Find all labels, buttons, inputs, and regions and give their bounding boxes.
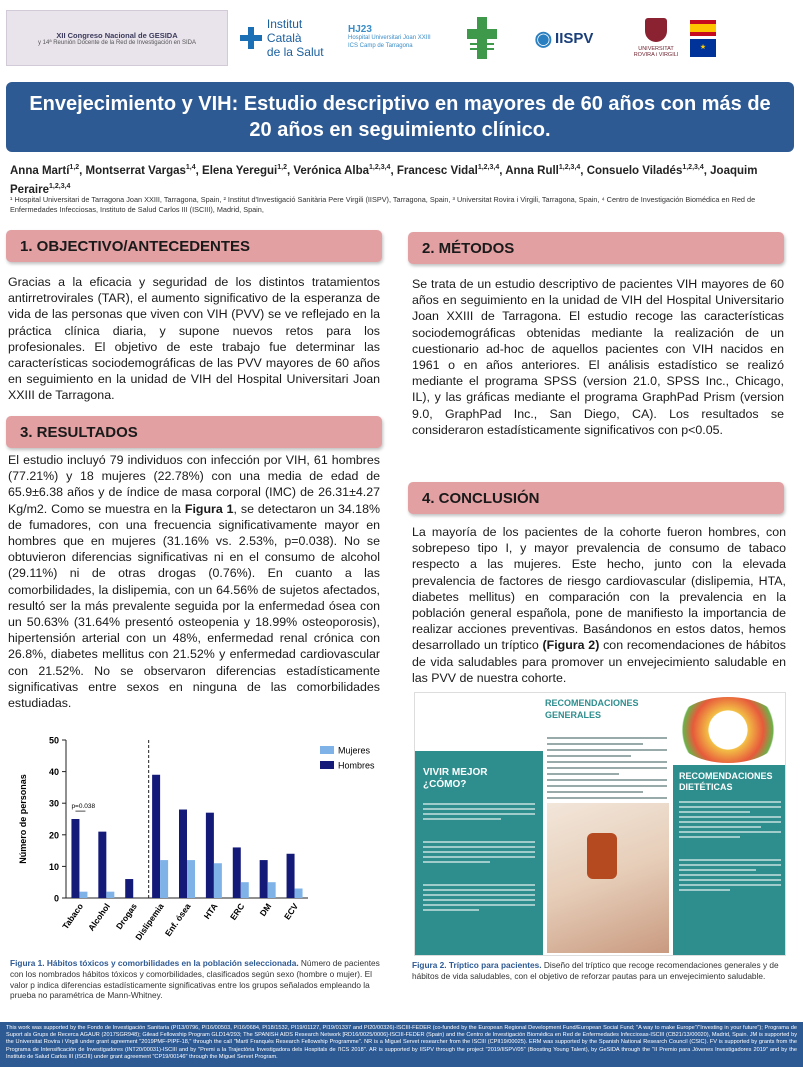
author-name: Montserrat Vargas (85, 164, 186, 177)
bar-mujeres (106, 892, 114, 898)
y-tick-label: 0 (53, 893, 59, 904)
bar-hombres (71, 819, 79, 898)
author-affiliation-sup: 1,2,3,4 (49, 182, 71, 190)
bar-mujeres (295, 889, 303, 898)
bar-mujeres (241, 882, 249, 898)
congress-name: XII Congreso Nacional de GESIDA (56, 30, 178, 40)
bar-hombres (125, 879, 133, 898)
ics-name-line2: de la Salut (266, 45, 324, 59)
section-methods-text: Se trata de un estudio descriptivo de pacientes VIH mayores de 60 años en seguimiento en la unidad de VIH del Hospital Universitario Joan XXIII de Tarragona. El estudio recoge las características sociodemográficas obtenidas mediante la realización de un cuestionario ad-hoc de aquellos pacientes con VIH nacidos en 1961 o en años anteriores. El análisis estadístico se realizó mediante el programa SPSS (version 21.0, SPSS Inc., Chicago, IL), y las gráficas mediante el programa GraphPad Prism (version 9.0, GraphPad Inc., San Diego, CA). Los resultados se consideraron estadísticamente significativos con p<0.05. (412, 277, 784, 437)
section-objective-text: Gracias a la eficacia y seguridad de los distintos tratamientos antirretrovirales (TAR), el aumento significativo de la esperanza de vida de las personas que viven con VIH (PVV) se ve reflejado en la práctica clínica diaria, y supone nuevos retos para los profesionales. El objetivo de este trabajo fue determinar las características sociodemográficas de las PVV mayores de 60 años en seguimiento en la unidad de VIH del Hospital Universitari Joan XXIII de Tarragona. (8, 275, 380, 403)
triptych-left-body-lines (423, 803, 535, 911)
author-affiliation-sup: 1,2,3,4 (558, 164, 581, 171)
triptych-mid-heading-1: RECOMENDACIONES (545, 698, 639, 708)
y-tick-label: 10 (48, 861, 59, 872)
x-tick-label: Drogas (113, 901, 139, 932)
y-tick-label: 20 (48, 830, 59, 841)
author-name: Anna Martí (10, 164, 70, 177)
conclusion-text-part1: La mayoría de los pacientes de la cohorte fueron hombres, con sobrepeso tipo I, y mayor prevalencia de consumo de tabaco respecto a las mujeres. Este hecho, junto con la elevada prevalencia de factores de riesgo cardiovascular (dislipemia, HTA, diabetes mellitus) en comparación con la prevalencia en la población general española, pone de manifiesto la importancia de realizar acciones preventivas. Basándonos en estos datos, hemos desarrollado un tríptico (412, 525, 786, 653)
section-conclusion-heading: 4. CONCLUSIÓN (408, 482, 784, 514)
conclusion-figure-ref: (Figura 2) (542, 638, 600, 653)
author-name: Joaquim Peraire (10, 164, 758, 196)
author-affiliation-sup: 1,2,3,4 (682, 164, 704, 171)
green-cross-icon (465, 13, 499, 63)
triptych-mid-heading-2: GENERALES (545, 710, 602, 720)
legend-label: Mujeres (338, 745, 371, 756)
figure1-caption (10, 958, 385, 1001)
hj23-hospital-name: Hospital Universitari Joan XXIII (348, 35, 431, 41)
bar-mujeres (268, 882, 276, 898)
triptych-right-heading-2: DIETÉTICAS (679, 782, 733, 792)
congress-subtitle: y 14ª Reunión Docente de la Red de Investigación en SIDA (38, 39, 196, 46)
figure2-caption (412, 960, 784, 982)
ics-logo (240, 10, 340, 66)
bar-hombres (179, 810, 187, 898)
urv-name-line2: ROVIRA i VIRGILI (633, 52, 679, 58)
urv-name-line1: UNIVERSITAT (638, 46, 674, 52)
funding-footer: This work was supported by the Fondo de Investigación Sanitaria (PI13/0796, PI16/00503, PI16/0684, PI18/1532, PI19/01127, PI19/01337 and PI20/00326)-ISCIII-FEDER (co-funded by the European Regional Development Fund/European Social Fund; "A way to make Europe"/"Investing in your future"); Programa de Suport als Grups de Recerca AGAUR (2017SGR948); Gilead Fellowship Program GLD14/293; The SPANISH AIDS Research Network [RD16/0025/0006]-ISCIII-FEDER (Spain) and the Centro de Investigación Biomédica en Red de Enfermedades Infecciosas-ISCIII (CB21/13/00020), Madrid, Spain. JM is supported by the Universitat Rovira i Virgili under grant agreement "2019PMF-PIPF-18," through the call "Martí Franquès Research Fellowship Programme". NR is a Miguel Servet researcher from the ISCIII (CPII19/00025). ERM was supported by the Spanish National Research Council (CSIC). FV is supported by grants from the Programa de Intensificación de Investigadores (INT20/00031)-ISCIII and by "Premi a la Trajectòria Investigadora dels Hospitals de l'ICS 2018". AR is supported by IISPV through the project "2019/IISPV/05" (Boosting Young Talent), by GeSIDA through the "II Premio para Jóvenes Investigadores 2019" and by the Instituto de Salud Carlos III (ISCIII) under grant agreement "CP19/00146" through the Miguel Servet Program. (0, 1022, 803, 1067)
legend-swatch (320, 746, 334, 754)
figure2-caption-label: Figura 2. Tríptico para pacientes. (412, 960, 542, 970)
results-text-part1: El estudio incluyó 79 individuos con infección por VIH, 61 hombres (77.21%) y 18 mujeres (22.78%) con una media de edad de 65.9±6.38 años y de índice de masa corporal (IMC) de 26.31±4.27 Kg/m2. Como se muestra en la (8, 453, 380, 516)
bar-hombres (206, 813, 214, 898)
pills-hand-image (547, 803, 669, 953)
bar-hombres (152, 775, 160, 898)
author-affiliation-sup: 1,2,3,4 (477, 164, 500, 171)
figure1-caption-text: Número de pacientes con los nombrados hábitos tóxicos y comorbilidades, clasificados según sexo (hombre o mujer). El valor p indica diferencias estadísticamente significativas entre los grupos señalados empleando la prueba no paramétrica de Mann-Whitney. (10, 958, 380, 1001)
x-tick-label: Enf. ósea (162, 901, 193, 939)
author-list: Anna Martí$^{1,2}$, Montserrat Vargas$^{1,4}$, Elena Yeregui$^{1,2}$, Verónica Alba$^{1,2,3,4}$, Francesc Vidal$^{1,2,3,4}$, Anna Rull$^{1,2,3,4}$, Consuelo Viladés$^{1,2,3,4}$, Joaquim Peraire$^{1,2,3,4}$ (10, 164, 758, 196)
y-tick-label: 50 (48, 735, 59, 746)
section-results-heading: 3. RESULTADOS (6, 416, 382, 448)
iispv-dots-icon: ◉ (534, 27, 553, 50)
hj23-region: ICS Camp de Tarragona (348, 43, 413, 49)
bar-chart-svg (8, 726, 388, 954)
author-affiliation-sup: 1,2,3,4 (369, 164, 391, 171)
author-affiliation-sup: 1,4 (185, 164, 196, 171)
iispv-logo (525, 10, 603, 66)
legend-label: Hombres (338, 760, 375, 771)
triptych-right-heading-1: RECOMENDACIONES (679, 771, 773, 781)
y-tick-label: 30 (48, 798, 59, 809)
legend-swatch (320, 761, 334, 769)
figure1-caption-label: Figura 1. Hábitos tóxicos y comorbilidades en la población seleccionada. (10, 958, 299, 968)
figure2-caption-text: Diseño del tríptico que recoge recomendaciones generales y de hábitos de vida saludables, con el objetivo de reforzar pautas para un envejecimiento saludable. (412, 960, 779, 981)
green-cross-logo (462, 10, 502, 66)
title-banner (6, 82, 794, 152)
section-conclusion-text (412, 524, 786, 686)
author-name: Anna Rull (505, 164, 559, 177)
figure1-chart (8, 726, 388, 954)
triptych-left-heading-1: VIVIR MEJOR (423, 767, 488, 778)
hj23-mark: HJ23 (348, 24, 372, 35)
iispv-name: IISPV (555, 29, 594, 47)
section-methods-heading: 2. MÉTODOS (408, 232, 784, 264)
x-tick-label: Alcohol (85, 901, 112, 933)
urv-logo (630, 10, 682, 66)
x-tick-label: HTA (201, 901, 220, 921)
bar-hombres (233, 847, 241, 898)
urv-shield-icon (645, 18, 667, 42)
author-affiliation-sup: 1,2 (69, 164, 80, 171)
bar-mujeres (214, 863, 222, 898)
author-affiliation-sup: 1,2 (277, 164, 287, 171)
eu-flag-icon: ★ (690, 39, 716, 57)
ministry-eu-logos (690, 10, 798, 66)
triptych-left-heading-2: ¿CÓMO? (423, 779, 467, 790)
bar-mujeres (79, 892, 87, 898)
triptych-mid-list-lines (547, 737, 667, 809)
x-tick-label: Tabaco (60, 901, 86, 932)
x-tick-label: DM (257, 901, 274, 918)
ics-cross-icon (240, 27, 262, 49)
bar-mujeres (187, 860, 195, 898)
author-name: Verónica Alba (293, 164, 370, 177)
x-tick-label: ECV (281, 901, 301, 922)
healthy-plate-image (673, 697, 783, 763)
results-figure-ref: Figura 1 (184, 501, 234, 516)
poster-title: Envejecimiento y VIH: Estudio descriptivo en mayores de 60 años con más de 20 años en seguimiento clínico. (29, 93, 771, 141)
section-objective-heading: 1. OBJECTIVO/ANTECEDENTES (6, 230, 382, 262)
triptych-left-panel (415, 751, 543, 956)
figure2-triptych-image (414, 692, 786, 956)
conclusion-text-part2: con recomendaciones de hábitos de vida saludables para promover un envejecimiento saludable en las PVV de nuestra cohorte. (412, 638, 786, 685)
x-tick-label: ERC (227, 901, 247, 922)
spain-flag-icon (690, 20, 716, 36)
hj23-logo (348, 10, 448, 66)
triptych-right-panel (673, 765, 786, 956)
x-tick-label: Dislipemia (133, 901, 166, 942)
affiliations: ¹ Hospital Universitari de Tarragona Joan XXIII, Tarragona, Spain, ² Institut d'Investigació Sanitària Pere Virgili (IISPV), Tarragona, Spain, ³ Universitat Rovira i Virgili, Tarragona, Spain, ⁴ Centro de Investigación Biomédica en Red de Enfermedades Infecciosas, Instituto de Salud Carlos III (ISCIII), Madrid, Spain, (10, 195, 756, 214)
gesida-congress-logo (6, 10, 228, 66)
y-tick-label: 40 (48, 767, 59, 778)
section-results-text (8, 452, 380, 711)
bar-hombres (287, 854, 295, 898)
triptych-mid-heading (545, 697, 671, 721)
bar-mujeres (160, 860, 168, 898)
results-text-part2: , se detectaron un 34.18% de fumadores, con una frecuencia significativamente mayor en hombres que en mujeres (31.16% vs. 2.53%, p=0.038). No se obtuvieron diferencias significativas ni en el consumo de alcohol (29.11%) ni de otras drogas (0.76%). En cuanto a las comorbilidades, la dislipemia, con un 64.56% de sujetos afectados, resultó ser la más prevalente seguida por la enfermedad ósea con un 50.63% (31.64% presentó osteopenia y 18.99% osteoporosis), hipertensión arterial con un 48%, enfermedad renal crónica con 26.8%, diabetes mellitus con 21.52% y enfermedad cardiovascular con 21.52%. No se observaron diferencias estadísticamente significativas entre sexos en ninguna de las comorbilidades estudiadas. (8, 501, 380, 711)
logo-bar (0, 0, 803, 80)
bar-hombres (260, 860, 268, 898)
author-name: Consuelo Viladés (586, 164, 683, 177)
pvalue-annotation: p=0.038 (71, 803, 96, 811)
author-name: Francesc Vidal (396, 164, 478, 177)
triptych-right-body-lines (679, 801, 781, 891)
bar-hombres (98, 832, 106, 898)
author-name: Elena Yeregui (202, 164, 278, 177)
y-axis-label: Número de personas (18, 774, 28, 864)
ics-name-line1: Institut Català (266, 17, 303, 45)
